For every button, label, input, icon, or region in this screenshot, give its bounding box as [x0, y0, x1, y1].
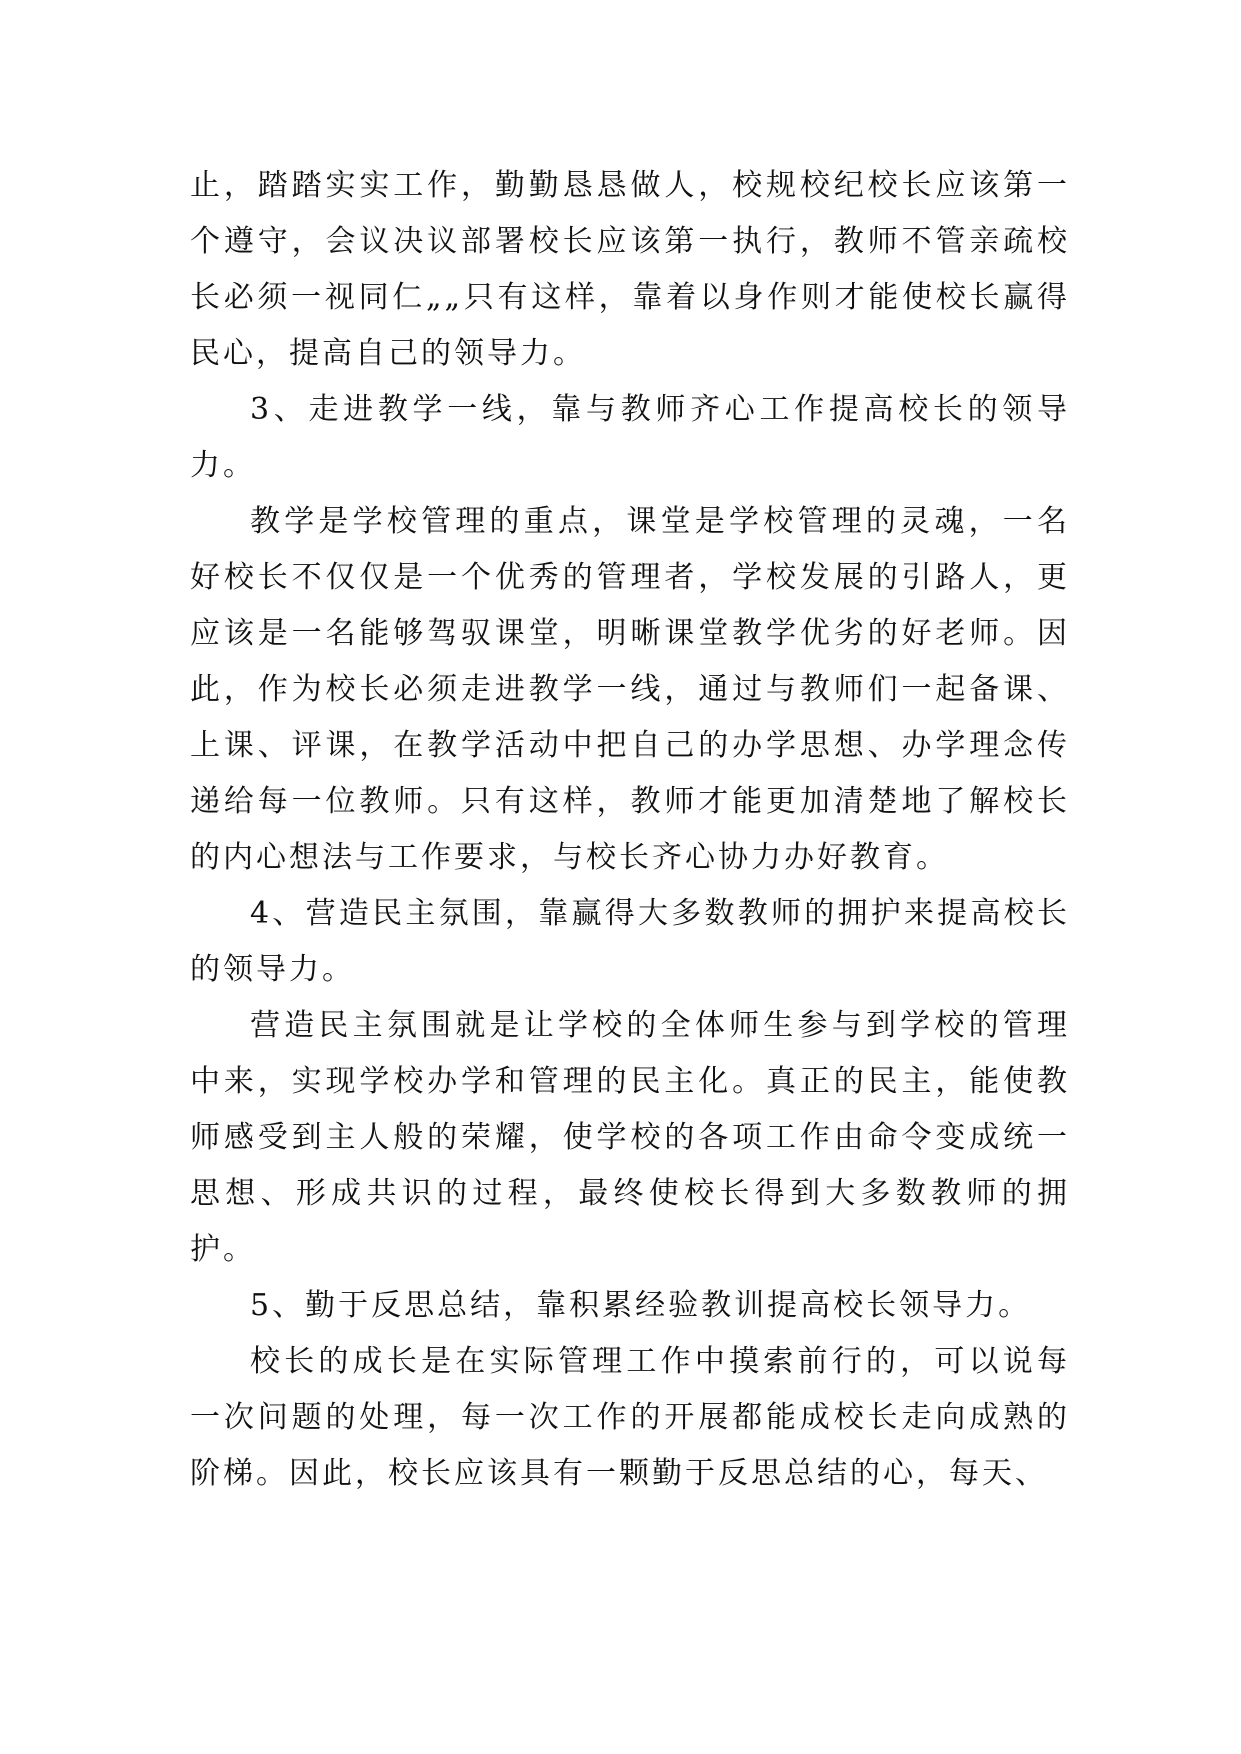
document-body — [190, 158, 1070, 1502]
paragraph-reflection: 校长的成长是在实际管理工作中摸索前行的，可以说每一次问题的处理，每一次工作的开展都能成校长走向成熟的阶梯。因此，校长应该具有一颗勤于反思总结的心，每天、 — [190, 1344, 1070, 1491]
section-heading-3: 3、走进教学一线，靠与教师齐心工作提高校长的领导力。 — [190, 392, 1070, 483]
paragraph-democracy: 营造民主氛围就是让学校的全体师生参与到学校的管理中来，实现学校办学和管理的民主化。真正的民主，能使教师感受到主人般的荣耀，使学校的各项工作由命令变成统一思想、形成共识的过程，最终使校长得到大多数教师的拥护。 — [190, 1008, 1070, 1267]
paragraph-teaching: 教学是学校管理的重点，课堂是学校管理的灵魂，一名好校长不仅仅是一个优秀的管理者，学校发展的引路人，更应该是一名能够驾驭课堂，明晰课堂教学优劣的好老师。因此，作为校长必须走进教学一线，通过与教师们一起备课、上课、评课，在教学活动中把自己的办学思想、办学理念传递给每一位教师。只有这样，教师才能更加清楚地了解校长的内心想法与工作要求，与校长齐心协力办好教育。 — [190, 504, 1070, 875]
paragraph-continuation: 止，踏踏实实工作，勤勤恳恳做人，校规校纪校长应该第一个遵守，会议决议部署校长应该第一执行，教师不管亲疏校长必须一视同仁„„只有这样，靠着以身作则才能使校长赢得民心，提高自己的领导力。 — [190, 168, 1070, 371]
section-heading-5: 5、勤于反思总结，靠积累经验教训提高校长领导力。 — [250, 1288, 1032, 1323]
section-heading-4: 4、营造民主氛围，靠赢得大多数教师的拥护来提高校长的领导力。 — [190, 896, 1070, 987]
